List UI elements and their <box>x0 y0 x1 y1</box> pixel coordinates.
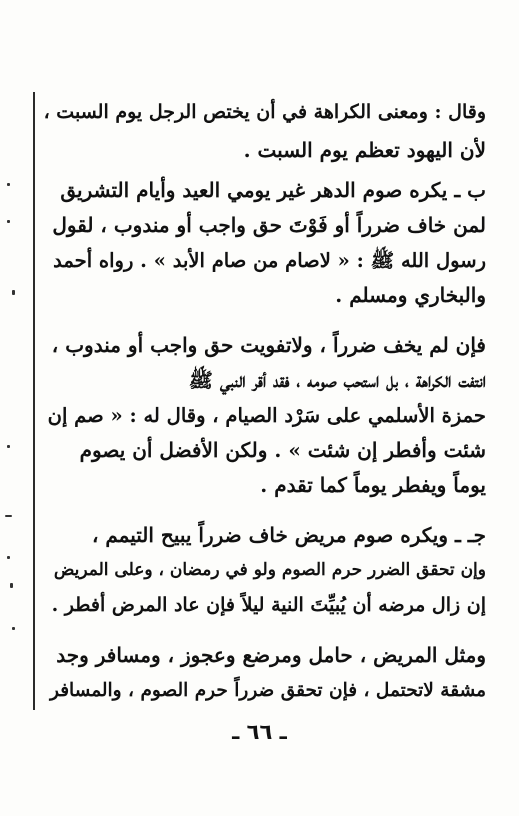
paragraph-5 <box>44 638 486 708</box>
margin-mark <box>5 515 12 517</box>
margin-mark <box>7 220 10 223</box>
text-line: ومثل المريض ، حامل ومرضع وعجوز ، ومسافر وجد <box>56 643 486 667</box>
text-line: وإن تحقق الضرر حرم الصوم ولو في رمضان ، وعلى المريض <box>53 560 486 580</box>
text-line: حمزة الأسلمي على سَرْد الصيام ، وقال له : « صم إن <box>47 404 486 427</box>
text-line: وقال : ومعنى الكراهة في أن يختص الرجل يوم السبت ، <box>44 101 486 123</box>
margin-mark <box>12 290 15 295</box>
paragraph-1 <box>44 93 486 169</box>
margin-rule <box>33 92 35 710</box>
paragraph-4 <box>44 518 486 623</box>
margin-mark <box>12 627 15 630</box>
text-line: جـ ـ ويكره صوم مريض خاف ضرراً يبيح التيمم ، <box>91 523 486 547</box>
text-line: انتفت الكراهة ، بل استحب صومه ، فقد أقر النبي ﷺ <box>188 368 486 392</box>
margin-mark <box>7 445 10 448</box>
text-line: مشقة لاتحتمل ، فإن تحقق ضرراً حرم الصوم ، والمسافر <box>50 680 486 701</box>
margin-mark <box>7 183 10 186</box>
text-line: والبخاري ومسلم . <box>335 283 486 307</box>
paragraph-3 <box>44 328 486 503</box>
margin-mark <box>10 583 13 588</box>
text-line: لأن اليهود تعظم يوم السبت . <box>243 138 486 162</box>
page-number: ـ ٦٦ ـ <box>232 720 287 744</box>
text-line: رسول الله ﷺ : « لاصام من صام الأبد » . رواه أحمد <box>53 249 486 272</box>
text-line: إن زال مرضه أن يُبيِّتَ النية ليلاً فإن عاد المرض أفطر . <box>51 594 486 616</box>
paragraph-2 <box>44 173 486 313</box>
text-line: فإن لم يخف ضرراً ، ولاتفويت حق واجب أو مندوب ، <box>51 333 486 357</box>
text-line: شئت وأفطر إن شئت » . ولكن الأفضل أن يصوم <box>79 438 486 462</box>
text-line: يوماً ويفطر يوماً كما تقدم . <box>260 473 486 497</box>
margin-mark <box>7 556 10 559</box>
text-line: لمن خاف ضرراً أو فَوْتَ حق واجب أو مندوب ، لقول <box>52 213 486 237</box>
text-line: ب ـ يكره صوم الدهر غير يومي العيد وأيام التشريق <box>60 178 486 202</box>
